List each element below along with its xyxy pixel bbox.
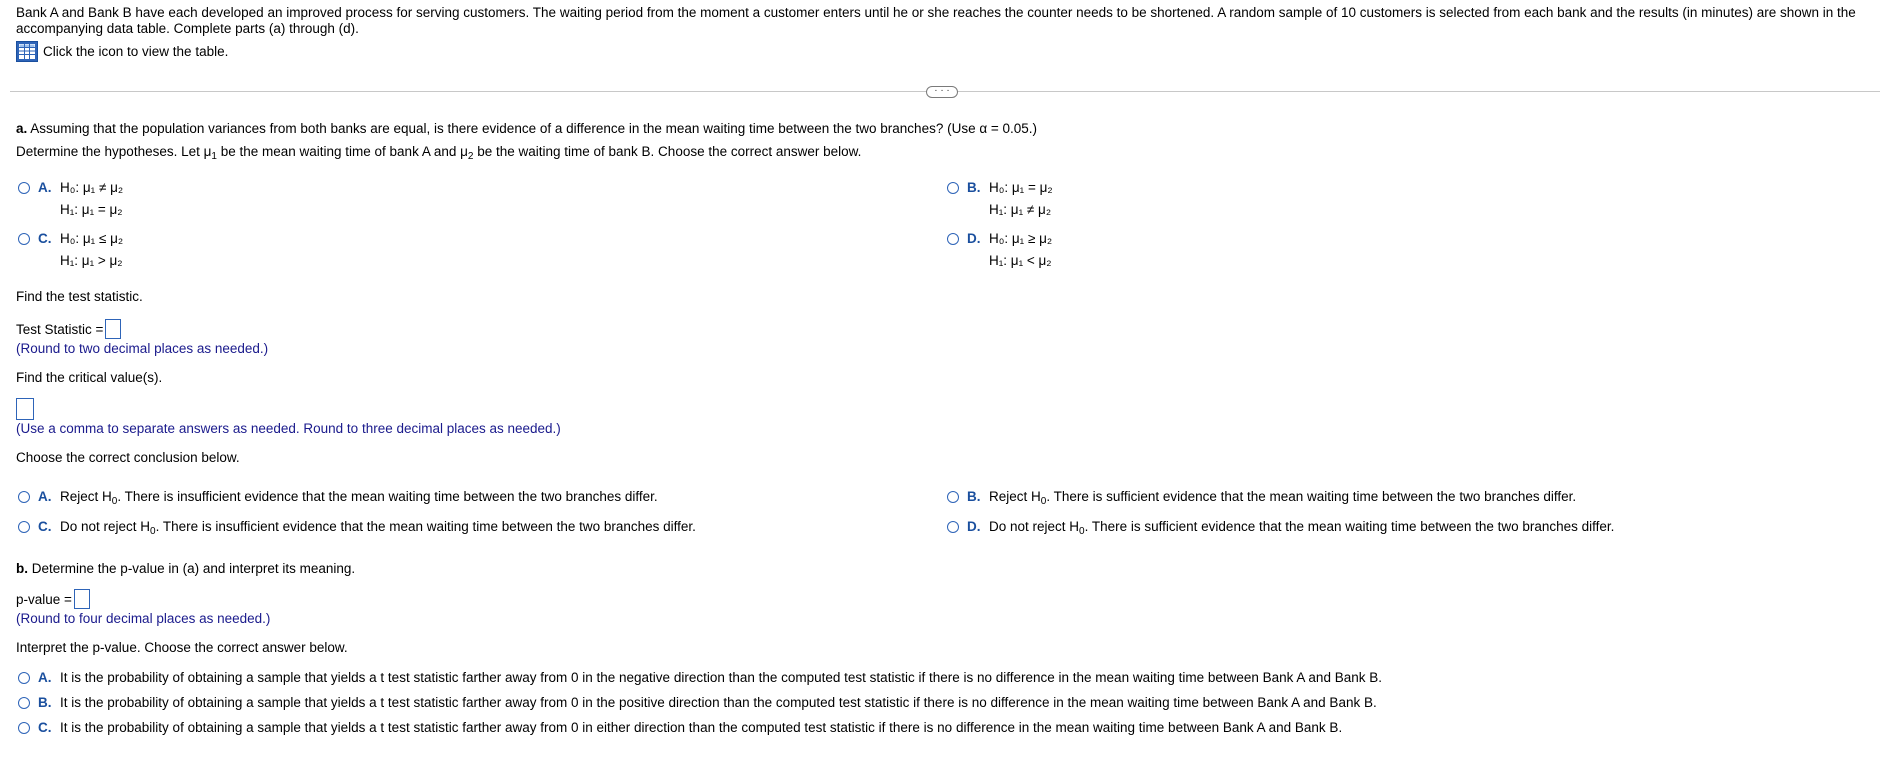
option-text: It is the probability of obtaining a sample that yields a t test statistic farther away from 0 in the negative direction than the computed test statistic if there is no difference in the mean waiting time between Bank A and Bank B. xyxy=(60,670,1382,685)
interpret-option-a[interactable] xyxy=(18,670,1382,685)
radio-icon[interactable] xyxy=(947,182,959,194)
hypothesis-option-a[interactable] xyxy=(18,180,123,221)
null-hypothesis: H₀: μ₁ ≠ μ₂ xyxy=(60,180,124,195)
radio-icon[interactable] xyxy=(18,722,30,734)
option-letter: B. xyxy=(967,489,981,504)
interpret-prompt: Interpret the p-value. Choose the correct answer below. xyxy=(16,640,348,655)
part-b-question xyxy=(16,561,355,576)
interpret-option-c[interactable] xyxy=(18,720,1342,735)
option-text xyxy=(60,489,658,507)
hypothesis-option-b[interactable] xyxy=(947,180,1053,221)
p-value-row xyxy=(16,589,90,609)
radio-icon[interactable] xyxy=(18,233,30,245)
alt-hypothesis: H₁: μ₁ > μ₂ xyxy=(60,253,123,268)
option-text-post: . There is insufficient evidence that the mean waiting time between the two branches differ. xyxy=(155,519,696,534)
option-text-pre: Do not reject H xyxy=(60,519,151,534)
part-a-question xyxy=(16,121,1037,136)
critical-value-input[interactable] xyxy=(16,398,34,420)
option-text: It is the probability of obtaining a sample that yields a t test statistic farther away from 0 in either direction than the computed test statistic if there is no difference in the mean waiting time between Bank A and Bank B. xyxy=(60,720,1343,735)
option-text-pre: Reject H xyxy=(989,489,1041,504)
h-subscript: 0 xyxy=(111,496,118,507)
option-text-pre: Do not reject H xyxy=(989,519,1080,534)
test-statistic-row xyxy=(16,319,121,339)
option-letter: A. xyxy=(38,489,52,504)
conclusion-option-d[interactable] xyxy=(947,519,1615,537)
expand-button[interactable]: · · · xyxy=(926,86,958,98)
option-text-post: . There is sufficient evidence that the mean waiting time between the two branches differ. xyxy=(1046,489,1577,504)
problem-intro: Bank A and Bank B have each developed an improved process for serving customers. The waiting period from the moment a customer enters until he or she reaches the counter needs to be shortened. A random sample of 10 customers is selected from each bank and the results (in minutes) are shown in the accompanying data table. Complete parts (a) through (d). xyxy=(16,5,1856,36)
hypothesis-option-d[interactable] xyxy=(947,231,1052,272)
option-text-post: . There is sufficient evidence that the mean waiting time between the two branches differ. xyxy=(1084,519,1615,534)
hypotheses-instruction xyxy=(16,144,862,162)
option-letter: B. xyxy=(38,695,52,710)
conclusion-option-a[interactable] xyxy=(18,489,658,507)
p-value-label: p-value = xyxy=(16,591,72,607)
option-letter: A. xyxy=(38,670,52,685)
radio-icon[interactable] xyxy=(18,697,30,709)
option-text-post: . There is insufficient evidence that the mean waiting time between the two branches differ. xyxy=(117,489,658,504)
radio-icon[interactable] xyxy=(18,491,30,503)
option-text-pre: Reject H xyxy=(60,489,112,504)
interpret-option-b[interactable] xyxy=(18,695,1377,710)
h-subscript: 0 xyxy=(1040,496,1047,507)
mu-subscript-1: 1 xyxy=(211,151,217,162)
option-text xyxy=(989,519,1615,537)
conclusion-option-b[interactable] xyxy=(947,489,1577,507)
alt-hypothesis: H₁: μ₁ = μ₂ xyxy=(60,202,123,217)
option-letter: A. xyxy=(38,180,52,195)
hypothesis-option-c[interactable] xyxy=(18,231,123,272)
p-value-input[interactable] xyxy=(74,589,90,609)
null-hypothesis: H₀: μ₁ = μ₂ xyxy=(989,180,1053,195)
table-icon[interactable] xyxy=(16,41,38,62)
test-statistic-input[interactable] xyxy=(105,319,121,339)
option-letter: D. xyxy=(967,519,981,534)
hyp-instr-2: be the mean waiting time of bank A and μ xyxy=(216,144,468,159)
radio-icon[interactable] xyxy=(947,233,959,245)
alt-hypothesis: H₁: μ₁ ≠ μ₂ xyxy=(989,202,1052,217)
null-hypothesis: H₀: μ₁ ≤ μ₂ xyxy=(60,231,124,246)
radio-icon[interactable] xyxy=(18,182,30,194)
mu-subscript-2: 2 xyxy=(467,151,474,162)
option-text xyxy=(60,519,696,537)
radio-icon[interactable] xyxy=(947,491,959,503)
option-text: It is the probability of obtaining a sample that yields a t test statistic farther away from 0 in the positive direction than the computed test statistic if there is no difference in the mean waiting time between Bank A and Bank B. xyxy=(60,695,1377,710)
radio-icon[interactable] xyxy=(18,521,30,533)
critical-value-hint: (Use a comma to separate answers as needed. Round to three decimal places as needed.) xyxy=(16,421,561,436)
p-value-hint: (Round to four decimal places as needed.) xyxy=(16,611,271,626)
table-link-text: Click the icon to view the table. xyxy=(43,44,229,59)
radio-icon[interactable] xyxy=(947,521,959,533)
radio-icon[interactable] xyxy=(18,672,30,684)
null-hypothesis: H₀: μ₁ ≥ μ₂ xyxy=(989,231,1053,246)
part-b-question-text: Determine the p-value in (a) and interpret its meaning. xyxy=(31,561,356,576)
hypothesis-text xyxy=(989,177,1053,221)
option-letter: B. xyxy=(967,180,981,195)
hypothesis-text xyxy=(60,228,123,272)
part-b-label: b. xyxy=(16,561,28,576)
option-letter: D. xyxy=(967,231,981,246)
table-link-row xyxy=(16,41,228,62)
hyp-instr-1: Determine the hypotheses. Let μ xyxy=(16,144,212,159)
hyp-instr-3: be the waiting time of bank B. Choose the correct answer below. xyxy=(473,144,862,159)
option-text xyxy=(989,489,1577,507)
option-letter: C. xyxy=(38,720,52,735)
option-letter: C. xyxy=(38,231,52,246)
h-subscript: 0 xyxy=(150,526,156,537)
test-statistic-label: Test Statistic = xyxy=(16,321,104,337)
test-statistic-hint: (Round to two decimal places as needed.) xyxy=(16,341,269,356)
hypothesis-text xyxy=(60,177,123,221)
option-letter: C. xyxy=(38,519,52,534)
conclusion-option-c[interactable] xyxy=(18,519,696,537)
h-subscript: 0 xyxy=(1079,526,1085,537)
hypothesis-text xyxy=(989,228,1052,272)
alt-hypothesis: H₁: μ₁ < μ₂ xyxy=(989,253,1052,268)
part-a-label: a. xyxy=(16,121,28,136)
find-critical-values: Find the critical value(s). xyxy=(16,370,163,385)
part-a-question-text: Assuming that the population variances from both banks are equal, is there evidence of a difference in the mean waiting time between the two branches? (Use α = 0.05.) xyxy=(30,121,1038,136)
conclusion-prompt: Choose the correct conclusion below. xyxy=(16,450,240,465)
find-test-statistic: Find the test statistic. xyxy=(16,289,143,304)
